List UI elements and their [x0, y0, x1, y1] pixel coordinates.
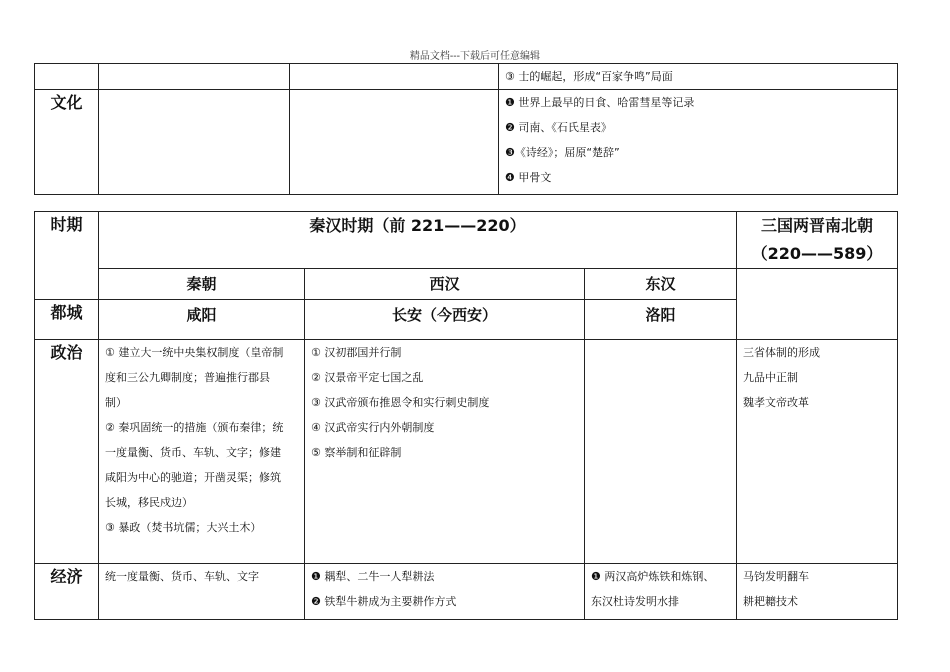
- history-table: [34, 211, 898, 620]
- row-label-capital: 都城: [35, 300, 99, 340]
- economy-qin: [99, 564, 305, 620]
- list-item: ① 建立大一统中央集权制度（皇帝制: [105, 346, 284, 359]
- capital-xihan: 长安（今西安）: [305, 300, 585, 340]
- table-cell: [35, 64, 99, 90]
- list-item: ③ 暴政（焚书坑儒；大兴土木）: [105, 521, 262, 534]
- table-cell: [290, 64, 499, 90]
- table-row: [35, 64, 898, 90]
- capital-qin: 咸阳: [99, 300, 305, 340]
- table-cell: [737, 269, 898, 340]
- row-label-politics: 政治: [35, 340, 99, 564]
- list-item: ④ 汉武帝实行内外朝制度: [311, 421, 435, 434]
- culture-table: [34, 63, 898, 195]
- economy-donghan: [585, 564, 737, 620]
- culture-item: ❸《诗经》；屈原“楚辞”: [505, 146, 620, 159]
- watermark-text: 精品文档---下载后可任意编辑: [409, 51, 541, 62]
- era-sanguo: [737, 212, 898, 269]
- list-item: 统一度量衡、货币、车轨、文字: [105, 570, 259, 583]
- culture-item: ③ 士的崛起，形成“百家争鸣”局面: [505, 70, 673, 83]
- list-item: 制）: [105, 396, 127, 409]
- politics-qin: [99, 340, 305, 564]
- politics-donghan: [585, 340, 737, 564]
- list-item: 一度量衡、货币、车轨、文字；修建: [105, 446, 281, 459]
- economy-xihan: [305, 564, 585, 620]
- list-item: ❶ 耦犁、二牛一人犁耕法: [311, 570, 435, 583]
- list-item: ❶ 两汉高炉炼铁和炼钢、: [591, 570, 715, 583]
- dynasty-donghan: 东汉: [585, 269, 737, 300]
- table-row: [35, 340, 898, 564]
- politics-xihan: [305, 340, 585, 564]
- list-item: 咸阳为中心的驰道；开凿灵渠；修筑: [105, 471, 281, 484]
- list-item: ⑤ 察举制和征辟制: [311, 446, 402, 459]
- era-qinhan: 秦汉时期（前 221——220）: [99, 212, 737, 269]
- economy-sanguo: [737, 564, 898, 620]
- list-item: 九品中正制: [743, 371, 799, 384]
- dynasty-xihan: 西汉: [305, 269, 585, 300]
- list-item: 魏孝文帝改革: [743, 396, 810, 409]
- table-row: [35, 564, 898, 620]
- table-row: [35, 90, 898, 195]
- culture-item: ❷ 司南、《石氏星表》: [505, 121, 612, 134]
- capital-donghan: 洛阳: [585, 300, 737, 340]
- list-item: 长城，移民戍边）: [105, 496, 193, 509]
- list-item: 东汉杜诗发明水排: [591, 595, 679, 608]
- list-item: ② 秦巩固统一的措施（颁布秦律；统: [105, 421, 284, 434]
- row-label-economy: 经济: [35, 564, 99, 620]
- politics-sanguo: [737, 340, 898, 564]
- list-item: 耕耙耱技术: [743, 595, 799, 608]
- table-cell: [499, 64, 898, 90]
- dynasty-qin: 秦朝: [99, 269, 305, 300]
- table-row: [35, 212, 898, 269]
- table-cell: [99, 64, 290, 90]
- culture-item: ❶ 世界上最早的日食、哈雷彗星等记录: [505, 96, 695, 109]
- table-row: [35, 269, 898, 300]
- table-cell: [99, 90, 290, 195]
- list-item: ① 汉初郡国并行制: [311, 346, 402, 359]
- list-item: ❷ 铁犁牛耕成为主要耕作方式: [311, 595, 457, 608]
- row-label-culture: 文化: [35, 90, 99, 195]
- list-item: 三省体制的形成: [743, 346, 821, 359]
- era-sanguo-years: （220——589）: [751, 244, 883, 263]
- row-label-period: 时期: [35, 212, 99, 300]
- culture-list: [499, 90, 898, 195]
- list-item: ② 汉景帝平定七国之乱: [311, 371, 424, 384]
- list-item: ③ 汉武帝颁布推恩令和实行刺史制度: [311, 396, 490, 409]
- list-item: 马钧发明翻车: [743, 570, 810, 583]
- table-cell: [290, 90, 499, 195]
- era-sanguo-name: 三国两晋南北朝: [761, 216, 874, 235]
- list-item: 度和三公九卿制度；普遍推行郡县: [105, 371, 270, 384]
- culture-item: ❹ 甲骨文: [505, 171, 552, 184]
